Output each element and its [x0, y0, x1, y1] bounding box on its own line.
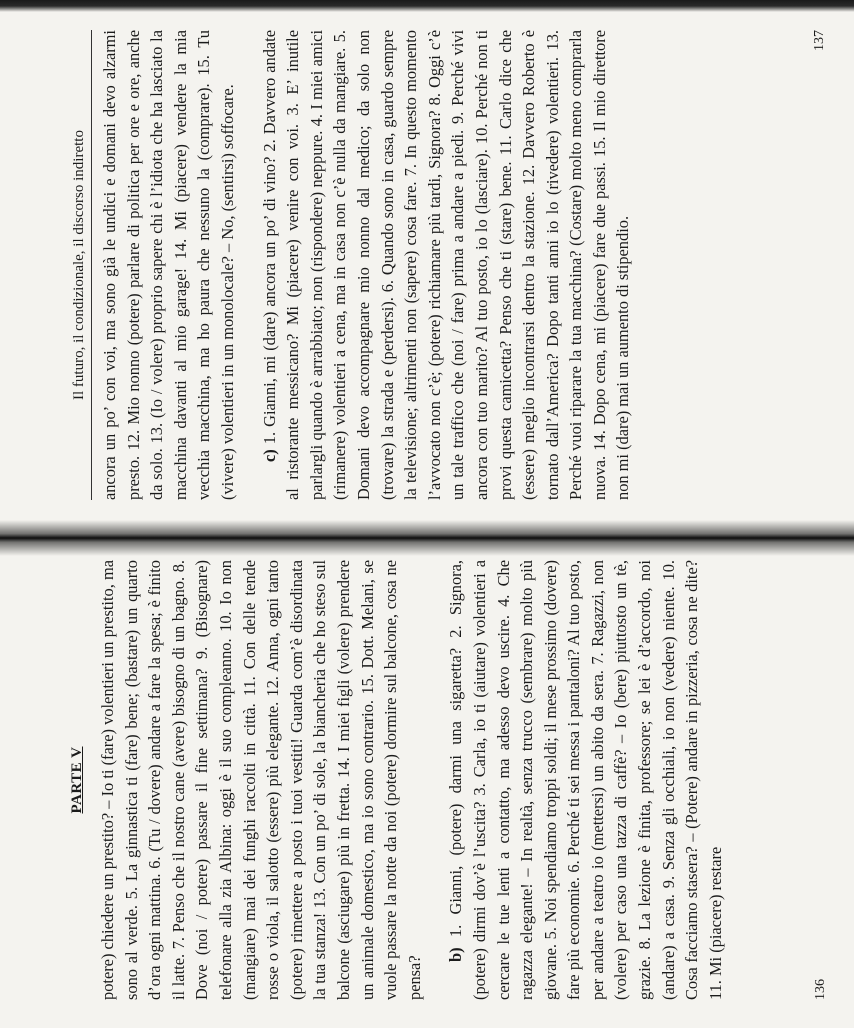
page-136: [68, 560, 838, 1000]
scan-edge-top: [0, 0, 854, 12]
page-137-body: [98, 30, 635, 500]
running-head-137: Il futuro, il condizionale, il discorso indiretto: [70, 30, 92, 500]
page-137-paragraph-1: ancora un po’ con voi, ma sono già le undici e domani devo alzarmi presto. 12. Mio nonno (potere) parlare di politica per ore e ore, anche da solo. 13. (Io / volere) proprio sapere chi è l’idiota che ha lasciato la macchina davanti al mio garage! 14. Mi (piacere) vendere la mia vecchia macchina, ma ho paura che nessuno la (comprare). 15. Tu (vivere) volentieri in un monolocale? – No, (sentirsi) soffocare.: [100, 30, 237, 500]
page-number-137: 137: [812, 30, 827, 51]
page-136-body: [96, 560, 727, 1000]
section-label-c: c): [259, 449, 279, 462]
book-gutter-shadow: [0, 520, 854, 556]
page-136-paragraph-2-text: 1. Gianni, (potere) darmi una sigaretta? 2. Signora, (potere) dirmi dov’è l’uscita? 3. Carla, io ti (aiutare) volentieri a cercare le tue lenti a contatto, ma adesso devo uscire. 4. Che ragazza elegante! – In realtà, senza trucco (sembrare) molto più giovane. 5. Noi spendiamo troppi soldi; il mese prossimo (dovere) fare più economie. 6. Perché ti sei messa i pantaloni? Al tuo posto, per andare a teatro io (mettersi) un abito da sera. 7. Ragazzi, non (volere) per caso una tazza di caffè? – Io (bere) piuttosto un tè, grazie. 8. La lezione è finita, professore; se lei è d’accordo, noi (andare) a casa. 9. Senza gli occhiali, io non (vedere) niente. 10. Cosa facciamo stasera? – (Potere) andare in pizzeria, cosa ne dite? 11. Mi (piacere) restare: [446, 560, 725, 1000]
section-label-b: b): [446, 947, 466, 962]
page-137-paragraph-2: [258, 30, 636, 500]
page-number-136: 136: [813, 979, 828, 1000]
page-137-paragraph-2-text: 1. Gianni, mi (dare) ancora un po’ di vino? 2. Davvero andate al ristorante messicano? Mi (piacere) venire con voi. 3. E’ inutile parlargli quando è arrabbiato; non (rispondere) neppure. 4. I miei amici (rimanere) volentieri a cena, ma in casa non c’è nulla da mangiare. 5. Domani devo accompagnare mio nonno dal medico; da solo non (trovare) la strada e (perdersi). 6. Quando sono in casa, guardo sempre la televisione; altrimenti non (sapere) cosa fare. 7. In questo momento l’avvocato non c’è; (potere) richiamare più tardi, Signora? 8. Oggi c’è un tale traffico che (noi / fare) prima a andare a piedi. 9. Perché vivi ancora con tuo marito? Al tuo posto, io lo (lasciare). 10. Perché non ti provi questa camicetta? Penso che ti (stare) bene. 11. Carlo dice che (essere) meglio incontrarsi dentro la stazione. 12. Davvero Roberto è tornato dall’America? Dopo tanti anni io lo (rivedere) volentieri. 13. Perché vuoi riparare la tua macchina? (Costare) molto meno comprarla nuova. 14. Dopo cena, mi (piacere) fare due passi. 15. Il mio direttore non mi (dare) mai un aumento di stipendio.: [259, 30, 633, 500]
running-head-136: PARTE V: [69, 746, 85, 814]
page-136-paragraph-1: potere) chiedere un prestito? – Io ti (fare) volentieri un prestito, ma sono al verde. 5. La ginnastica ti (fare) bene; (bastare) un quarto d’ora ogni mattina. 6. (Tu / dovere) andare a fare la spesa; è finito il latte. 7. Penso che il nostro cane (avere) bisogno di un bagno. 8. Dove (noi / potere) passare il fine settimana? 9. (Bisognare) telefonare alla zia Albina: oggi è il suo compleanno. 10. Io non (mangiare) mai dei funghi raccolti in città. 11. Con delle tende rosse o viola, il salotto (essere) più elegante. 12. Anna, ogni tanto (potere) rimettere a posto i tuoi vestiti! Guarda com’è disordinata la tua stanza! 13. Con un po’ di sole, la biancheria che ho steso sul balcone (asciugare) più in fretta. 14. I miei figli (volere) prendere un animale domestico, ma io sono contrario. 15. Dott. Melani, se vuole passare la notte da noi (potere) dormire sul balcone, cosa ne pensa?: [98, 560, 424, 1000]
page-137: [70, 30, 830, 500]
page-136-paragraph-2: [444, 560, 727, 1000]
